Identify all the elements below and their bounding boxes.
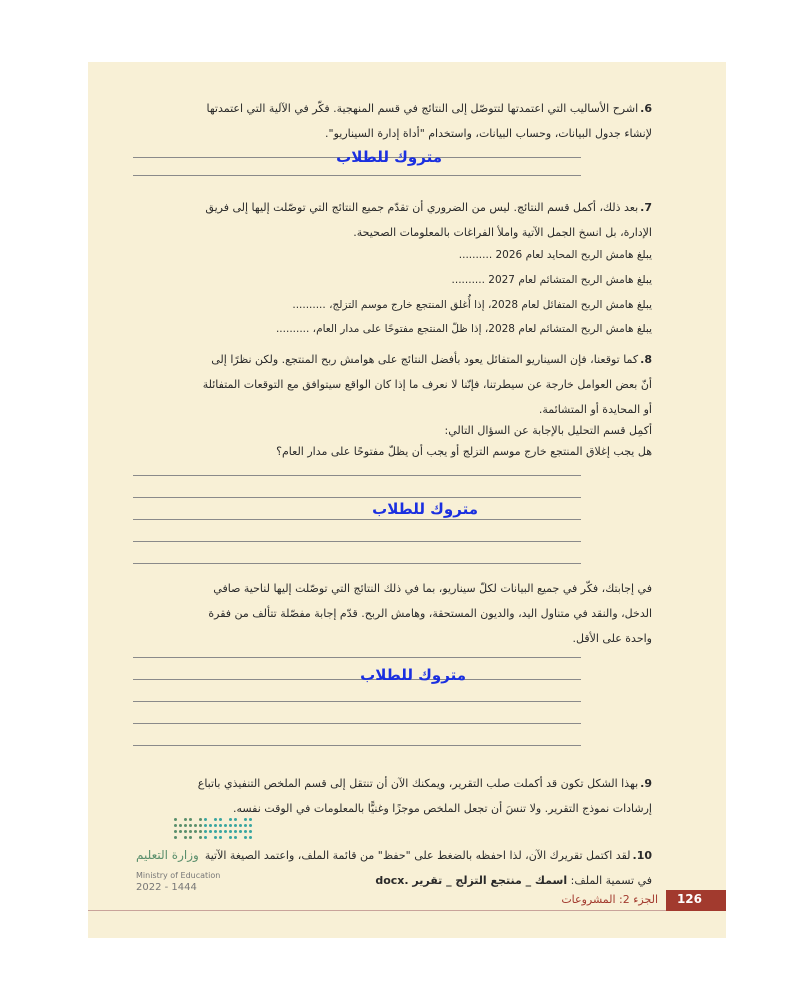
answer-line xyxy=(133,701,581,702)
logo-dot xyxy=(199,830,202,833)
item-8: 8.كما توقعنا، فإن السيناريو المتفائل يعود بأفضل النتائج على هوامش ربح المنتجع. ولكن نظرًا إلى أنّ بعض العوامل خارجة عن سيطرتنا، فإنّنا لا نعرف ما إذا كان الواقع سيتوافق مع التوقعات المتفائلة أو المحايدة أو المتشائمة. xyxy=(202,353,652,416)
logo-dot xyxy=(239,830,242,833)
edition-year: 2022 - 1444 xyxy=(136,882,197,893)
answer-line xyxy=(133,563,581,564)
left-for-students-note: متروك للطلاب xyxy=(360,666,466,684)
logo-dot xyxy=(189,836,192,839)
logo-dot xyxy=(249,818,252,821)
answer-line xyxy=(133,519,581,520)
left-for-students-note: متروك للطلاب xyxy=(372,500,478,518)
logo-dot xyxy=(204,836,207,839)
filename-format: اسمك _ منتجع التزلج _ تقرير .docx xyxy=(375,874,568,887)
logo-dot xyxy=(184,830,187,833)
analysis-question: هل يجب إغلاق المنتجع خارج موسم التزلج أو يجب أن يظلّ مفتوحًا على مدار العام؟ xyxy=(276,445,652,458)
logo-dot xyxy=(209,824,212,827)
logo-dot xyxy=(174,824,177,827)
ministry-name-ar: وزارة التعليم xyxy=(136,848,199,862)
logo-dot xyxy=(244,836,247,839)
logo-dot xyxy=(239,824,242,827)
logo-dot xyxy=(234,836,237,839)
ministry-name-en: Ministry of Education xyxy=(136,871,221,880)
logo-dot xyxy=(199,824,202,827)
logo-dot xyxy=(174,836,177,839)
logo-dot xyxy=(214,824,217,827)
logo-dot xyxy=(174,830,177,833)
answer-line xyxy=(133,679,581,680)
answer-line xyxy=(133,497,581,498)
logo-dot xyxy=(219,830,222,833)
logo-dot xyxy=(184,818,187,821)
logo-dot xyxy=(244,830,247,833)
fill-line-3: يبلغ هامش الربح المتفائل لعام 2028، إذا أُغلق المنتجع خارج موسم التزلج، .......... xyxy=(292,299,652,311)
item-10: 10.لقد اكتمل تقريرك الآن، لذا احفظه بالضغط على "حفظ" من قائمة الملف، واعتمد الصيغة الآتية في تسمية الملف: اسمك _ منتجع التزلج _ تقرير .docx xyxy=(204,849,652,887)
logo-dot xyxy=(204,824,207,827)
answer-line xyxy=(133,475,581,476)
fill-line-4: يبلغ هامش الربح المتشائم لعام 2028، إذا ظلّ المنتجع مفتوحًا على مدار العام، .......... xyxy=(275,323,652,335)
logo-dot xyxy=(189,830,192,833)
logo-dot xyxy=(194,830,197,833)
item-7: 7.بعد ذلك، أكمل قسم النتائج. ليس من الضروري أن تقدّم جميع النتائج التي توصّلت إليها إلى فريق الإدارة، بل انسخ الجمل الآتية واملأ الفراغات بالمعلومات الصحيحة. xyxy=(205,201,652,239)
logo-dot xyxy=(249,824,252,827)
logo-dot xyxy=(249,830,252,833)
logo-dot xyxy=(244,818,247,821)
logo-dot xyxy=(179,824,182,827)
logo-dot xyxy=(234,824,237,827)
answer-line xyxy=(133,657,581,658)
logo-dot xyxy=(189,818,192,821)
analysis-intro: أكمِل قسم التحليل بالإجابة عن السؤال التالي: xyxy=(444,424,652,437)
logo-dot xyxy=(179,830,182,833)
logo-dot xyxy=(194,824,197,827)
answer-line xyxy=(133,541,581,542)
answer-prompt: في إجابتك، فكّر في جميع البيانات لكلّ سيناريو، بما في ذلك النتائج التي توصّلت إليها لناحية صافي الدخل، والنقد في متناول اليد، والديون المستحقة، وهامش الربح. قدّم إجابة مفصّلة تتألف من فقرة واحدة على الأقل. xyxy=(208,582,652,645)
logo-dot xyxy=(184,836,187,839)
answer-line xyxy=(133,745,581,746)
logo-dot xyxy=(244,824,247,827)
logo-dot xyxy=(229,824,232,827)
logo-dot xyxy=(214,836,217,839)
logo-dot xyxy=(234,830,237,833)
item-9: 9.بهذا الشكل تكون قد أكملت صلب التقرير، ويمكنك الآن أن تنتقل إلى قسم الملخص التنفيذي باتباع إرشادات نموذج التقرير. ولا تنسَ أن تجعل الملخص موجزًا وغنيًّا بالمعلومات في الوقت نفسه. xyxy=(197,777,652,815)
logo-dot xyxy=(249,836,252,839)
logo-dot xyxy=(229,830,232,833)
answer-line xyxy=(133,723,581,724)
left-for-students-note: متروك للطلاب xyxy=(336,148,442,166)
logo-dot xyxy=(219,836,222,839)
logo-dot xyxy=(214,830,217,833)
logo-dot xyxy=(229,818,232,821)
logo-dot xyxy=(224,830,227,833)
logo-dot xyxy=(204,830,207,833)
answer-line xyxy=(133,175,581,176)
logo-dot xyxy=(229,836,232,839)
logo-dot xyxy=(184,824,187,827)
logo-dot xyxy=(189,824,192,827)
logo-dots-icon xyxy=(174,818,254,846)
logo-dot xyxy=(204,818,207,821)
page-number: 126 xyxy=(676,892,702,906)
logo-dot xyxy=(174,818,177,821)
fill-line-1: يبلغ هامش الربح المحايد لعام 2026 .......... xyxy=(458,249,652,261)
ministry-logo xyxy=(136,818,246,898)
item-6: 6.اشرح الأساليب التي اعتمدتها لتتوصّل إلى النتائج في قسم المنهجية. فكّر في الآلية التي اعتمدتها لإنشاء جدول البيانات، وحساب البيانات، واستخدام "أداة إدارة السيناريو". xyxy=(206,102,652,140)
logo-dot xyxy=(219,818,222,821)
logo-dot xyxy=(224,824,227,827)
logo-dot xyxy=(214,818,217,821)
section-label: الجزء 2: المشروعات xyxy=(561,893,658,906)
logo-dot xyxy=(234,818,237,821)
logo-dot xyxy=(209,830,212,833)
logo-dot xyxy=(199,836,202,839)
footer-divider xyxy=(88,910,668,911)
logo-dot xyxy=(219,824,222,827)
logo-dot xyxy=(199,818,202,821)
fill-line-2: يبلغ هامش الربح المتشائم لعام 2027 .......... xyxy=(451,274,652,286)
